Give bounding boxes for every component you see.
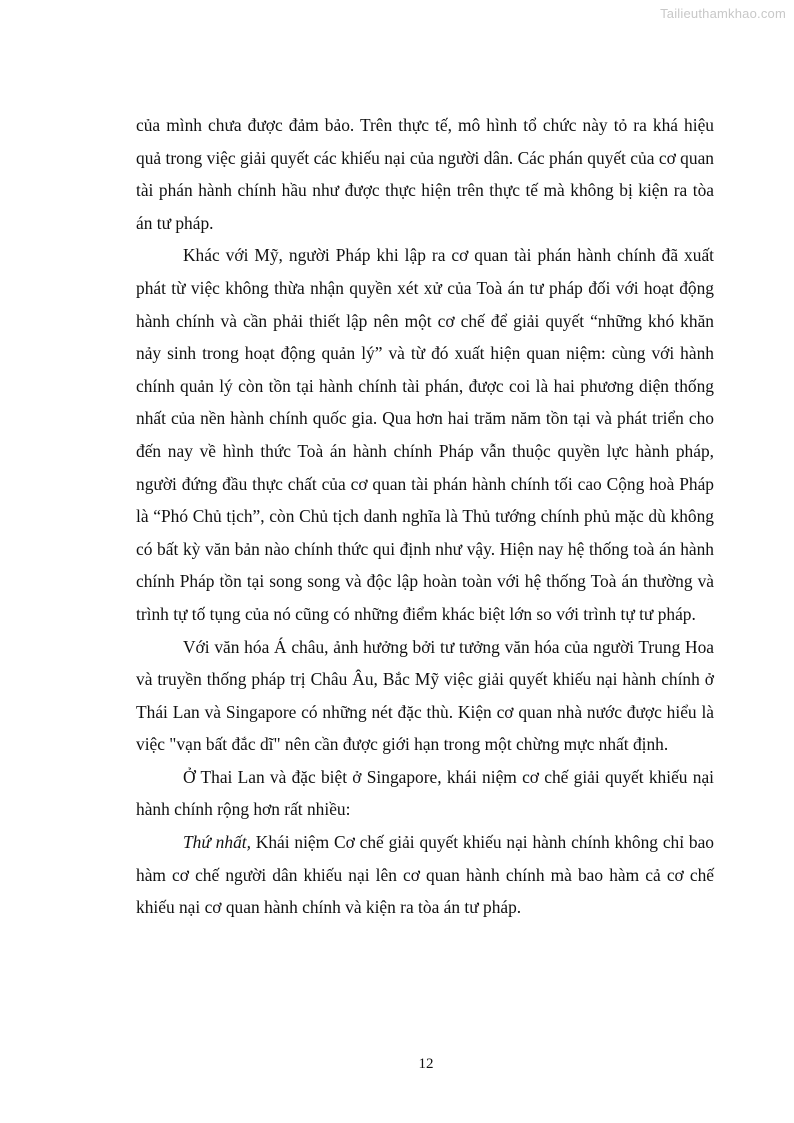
document-body xyxy=(136,109,714,924)
paragraph-2: Khác với Mỹ, người Pháp khi lập ra cơ quan tài phán hành chính đã xuất phát từ việc không thừa nhận quyền xét xử của Toà án tư pháp đối với hoạt động hành chính và cần phải thiết lập nên một cơ chế để giải quyết “những khó khăn nảy sinh trong hoạt động quản lý” và từ đó xuất hiện quan niệm: cùng với hành chính quản lý còn tồn tại hành chính tài phán, được coi là hai phương diện thống nhất của nền hành chính quốc gia. Qua hơn hai trăm năm tồn tại và phát triển cho đến nay về hình thức Toà án hành chính Pháp vẫn thuộc quyền lực hành pháp, người đứng đầu thực chất của cơ quan tài phán hành chính tối cao Cộng hoà Pháp là “Phó Chủ tịch”, còn Chủ tịch danh nghĩa là Thủ tướng chính phủ mặc dù không có bất kỳ văn bản nào chính thức qui định như vậy. Hiện nay hệ thống toà án hành chính Pháp tồn tại song song và độc lập hoàn toàn với hệ thống Toà án thường và trình tự tố tụng của nó cũng có những điểm khác biệt lớn so với trình tự tư pháp. xyxy=(136,245,714,624)
paragraph-5-text: Khái niệm Cơ chế giải quyết khiếu nại hành chính không chỉ bao hàm cơ chế người dân khiếu nại lên cơ quan hành chính mà bao hàm cả cơ chế khiếu nại cơ quan hành chính và kiện ra tòa án tư pháp. xyxy=(136,832,714,918)
paragraph-5-lead: Thứ nhất, xyxy=(183,832,251,853)
watermark: Tailieuthamkhao.com xyxy=(660,6,786,21)
paragraph-1: của mình chưa được đảm bảo. Trên thực tế, mô hình tổ chức này tỏ ra khá hiệu quả trong việc giải quyết các khiếu nại của người dân. Các phán quyết của cơ quan tài phán hành chính hầu như được thực hiện trên thực tế mà không bị kiện ra tòa án tư pháp. xyxy=(136,115,714,233)
page-number: 12 xyxy=(418,1056,434,1072)
paragraph-5 xyxy=(136,826,714,924)
paragraph-4: Ở Thai Lan và đặc biệt ở Singapore, khái niệm cơ chế giải quyết khiếu nại hành chính rộng hơn rất nhiều: xyxy=(136,766,714,820)
paragraph-3: Với văn hóa Á châu, ảnh hưởng bởi tư tưởng văn hóa của người Trung Hoa và truyền thống pháp trị Châu Âu, Bắc Mỹ việc giải quyết khiếu nại hành chính ở Thái Lan và Singapore có những nét đặc thù. Kiện cơ quan nhà nước được hiểu là việc "vạn bất đắc dĩ" nên cần được giới hạn trong một chừng mực nhất định. xyxy=(136,636,714,755)
